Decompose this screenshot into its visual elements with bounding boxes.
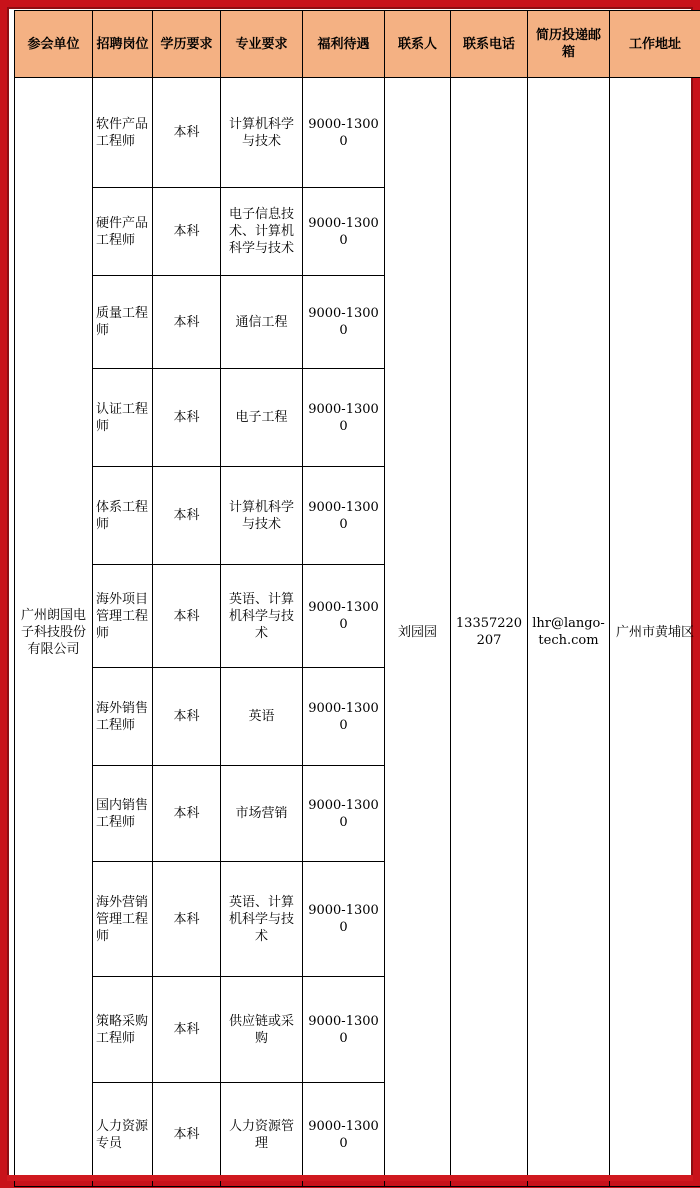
position-cell: 国内销售工程师: [93, 766, 153, 862]
salary-cell: 9000-13000: [303, 668, 385, 766]
address-cell: 广州市黄埔区: [610, 78, 700, 1187]
major-cell: 供应链或采购: [221, 977, 303, 1083]
education-cell: 本科: [153, 766, 221, 862]
salary-cell: 9000-13000: [303, 862, 385, 977]
position-cell: 海外营销管理工程师: [93, 862, 153, 977]
contact-cell: 刘园园: [385, 78, 451, 1187]
position-cell: 质量工程师: [93, 276, 153, 369]
header-phone: 联系电话: [451, 11, 528, 78]
salary-cell: 9000-13000: [303, 977, 385, 1083]
position-cell: 体系工程师: [93, 467, 153, 565]
education-cell: 本科: [153, 369, 221, 467]
major-cell: 通信工程: [221, 276, 303, 369]
salary-cell: 9000-13000: [303, 369, 385, 467]
salary-cell: 9000-13000: [303, 78, 385, 188]
header-row: [15, 11, 700, 78]
header-contact: 联系人: [385, 11, 451, 78]
header-position: 招聘岗位: [93, 11, 153, 78]
header-salary: 福利待遇: [303, 11, 385, 78]
major-cell: 市场营销: [221, 766, 303, 862]
header-email: 简历投递邮箱: [528, 11, 610, 78]
company-cell: 广州朗国电子科技股份有限公司: [15, 78, 93, 1187]
major-cell: 英语、计算机科学与技术: [221, 862, 303, 977]
education-cell: 本科: [153, 276, 221, 369]
major-cell: 计算机科学与技术: [221, 78, 303, 188]
header-company: 参会单位: [15, 11, 93, 78]
education-cell: 本科: [153, 862, 221, 977]
position-cell: 人力资源专员: [93, 1083, 153, 1187]
major-cell: 计算机科学与技术: [221, 467, 303, 565]
table-row: [15, 78, 700, 188]
position-cell: 硬件产品工程师: [93, 188, 153, 276]
position-cell: 软件产品工程师: [93, 78, 153, 188]
salary-cell: 9000-13000: [303, 276, 385, 369]
salary-cell: 9000-13000: [303, 565, 385, 668]
major-cell: 英语、计算机科学与技术: [221, 565, 303, 668]
education-cell: 本科: [153, 188, 221, 276]
table-body: [15, 78, 700, 1187]
header-address: 工作地址: [610, 11, 700, 78]
position-cell: 海外项目管理工程师: [93, 565, 153, 668]
salary-cell: 9000-13000: [303, 188, 385, 276]
salary-cell: 9000-13000: [303, 1083, 385, 1187]
education-cell: 本科: [153, 467, 221, 565]
major-cell: 电子工程: [221, 369, 303, 467]
position-cell: 海外销售工程师: [93, 668, 153, 766]
education-cell: 本科: [153, 977, 221, 1083]
header-major: 专业要求: [221, 11, 303, 78]
education-cell: 本科: [153, 1083, 221, 1187]
salary-cell: 9000-13000: [303, 766, 385, 862]
phone-cell: 13357220207: [451, 78, 528, 1187]
major-cell: 英语: [221, 668, 303, 766]
position-cell: 认证工程师: [93, 369, 153, 467]
major-cell: 电子信息技术、计算机科学与技术: [221, 188, 303, 276]
education-cell: 本科: [153, 565, 221, 668]
email-cell[interactable]: lhr@lango-tech.com: [528, 78, 610, 1187]
major-cell: 人力资源管理: [221, 1083, 303, 1187]
salary-cell: 9000-13000: [303, 467, 385, 565]
position-cell: 策略采购工程师: [93, 977, 153, 1083]
education-cell: 本科: [153, 78, 221, 188]
education-cell: 本科: [153, 668, 221, 766]
recruitment-table: [14, 10, 700, 1187]
header-education: 学历要求: [153, 11, 221, 78]
